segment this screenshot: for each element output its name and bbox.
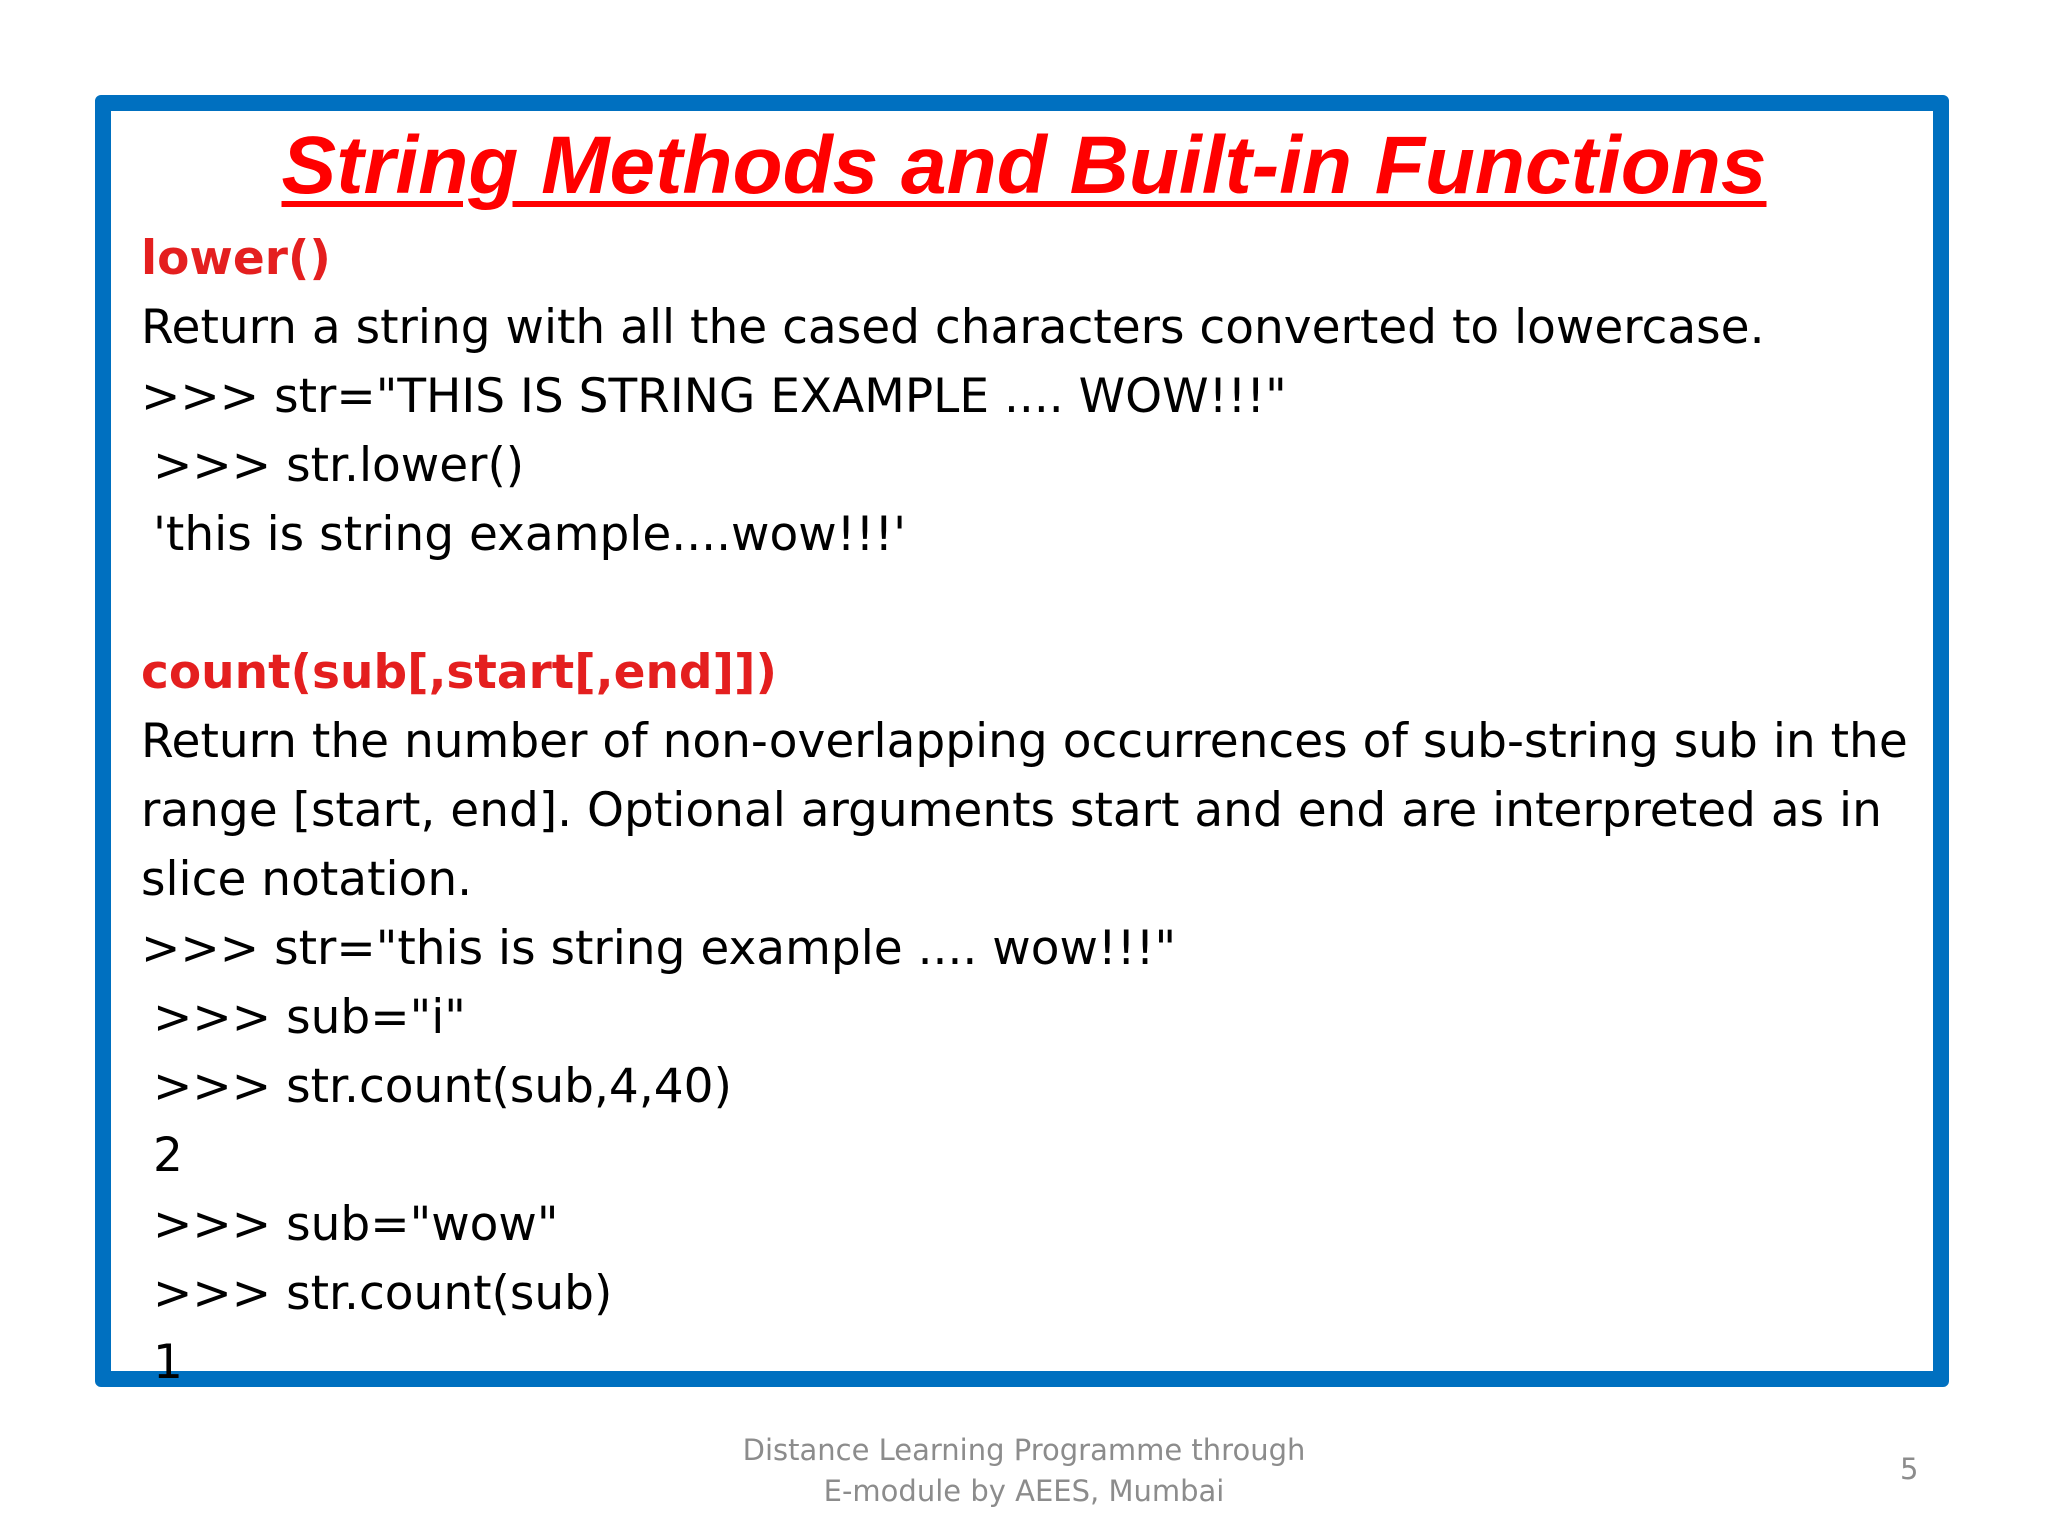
footer-credit bbox=[0, 1430, 2048, 1512]
count-code-line: 2 bbox=[153, 1128, 183, 1183]
count-code-line: >>> str.count(sub,4,40) bbox=[153, 1059, 732, 1114]
count-heading: count(sub[,start[,end]]) bbox=[141, 645, 777, 700]
lower-code-line: >>> str.lower() bbox=[153, 438, 525, 493]
slide-title-text: String Methods and Built-in Functions bbox=[281, 120, 1767, 211]
lower-description: Return a string with all the cased characters converted to lowercase. bbox=[141, 300, 1765, 355]
count-code-line: >>> str="this is string example .... wow!!!" bbox=[141, 921, 1177, 976]
count-description: Return the number of non-overlapping occurrences of sub-string sub in the range [start, end]. Optional arguments start and end are interpreted as in slice notation. bbox=[141, 714, 1908, 907]
page-number: 5 bbox=[1900, 1452, 1919, 1486]
footer-line-1: Distance Learning Programme through bbox=[742, 1433, 1306, 1467]
lower-code-line: 'this is string example....wow!!!' bbox=[153, 507, 907, 562]
slide-content bbox=[141, 224, 1931, 1397]
count-code-line: >>> sub="i" bbox=[153, 990, 466, 1045]
footer-line-2: E-module by AEES, Mumbai bbox=[823, 1474, 1225, 1508]
count-code-line: >>> sub="wow" bbox=[153, 1197, 559, 1252]
lower-heading: lower() bbox=[141, 231, 331, 286]
section-spacer bbox=[141, 569, 1931, 638]
lower-code-line: >>> str="THIS IS STRING EXAMPLE .... WOW!!!" bbox=[141, 369, 1287, 424]
count-code-line: 1 bbox=[153, 1335, 183, 1390]
slide-title bbox=[0, 118, 2048, 214]
count-code-line: >>> str.count(sub) bbox=[153, 1266, 613, 1321]
